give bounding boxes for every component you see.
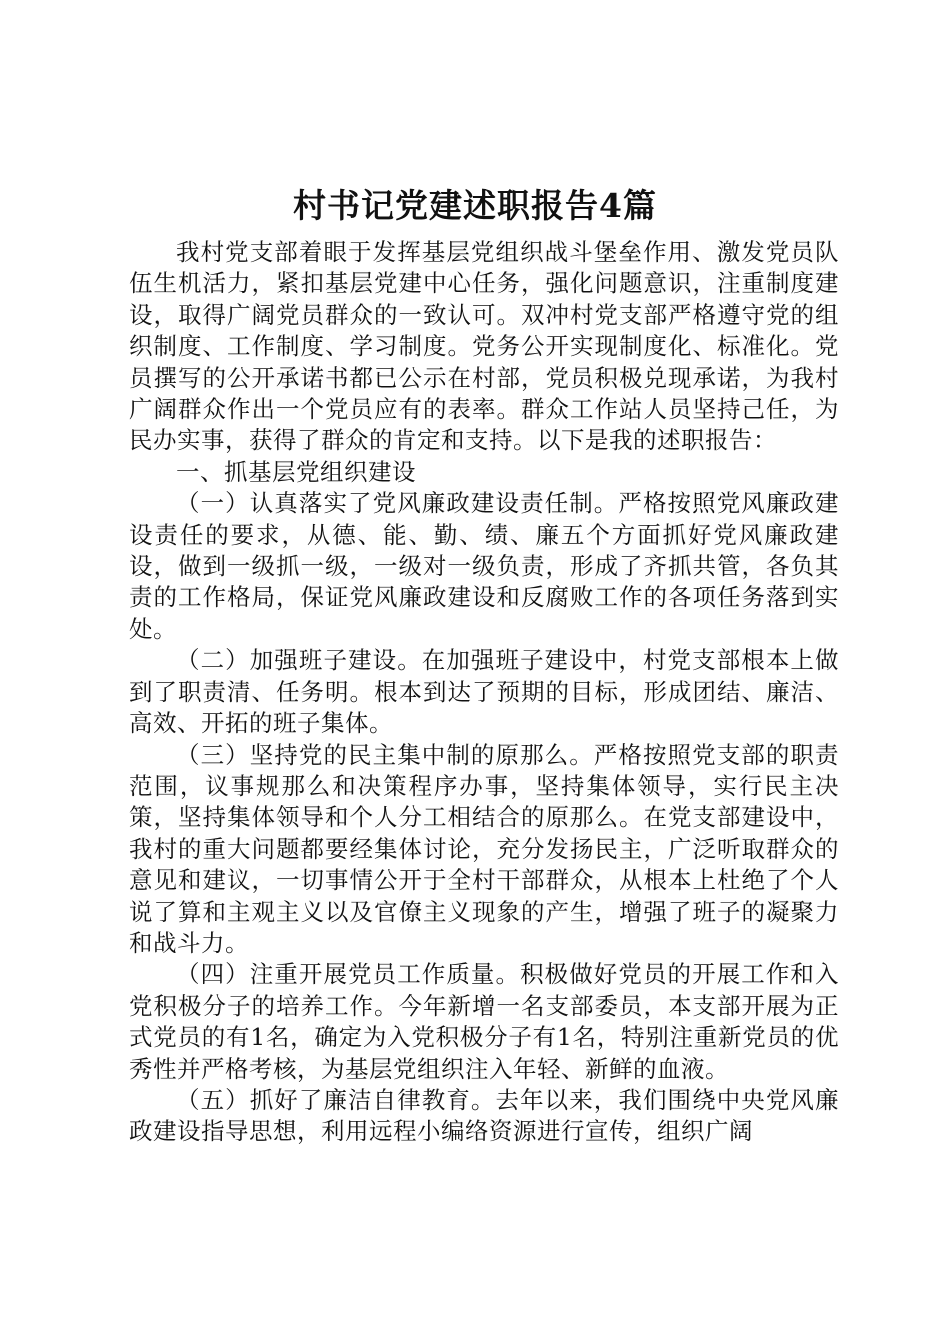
paragraph-4: （四）注重开展党员工作质量。积极做好党员的开展工作和入党积极分子的培养工作。今年新增一名支部委员，本支部开展为正式党员的有1名，确定为入党积极分子有1名，特别注重新党员的优秀性并严格考核，为基层党组织注入年轻、新鲜的血液。 bbox=[129, 960, 839, 1083]
intro-paragraph: 我村党支部着眼于发挥基层党组织战斗堡垒作用、激发党员队伍生机活力，紧扣基层党建中心任务，强化问题意识，注重制度建设，取得广阔党员群众的一致认可。双冲村党支部严格遵守党的组织制度、工作制度、学习制度。党务公开实现制度化、标准化。党员撰写的公开承诺书都已公示在村部，党员积极兑现承诺，为我村广阔群众作出一个党员应有的表率。群众工作站人员坚持己任，为民办实事，获得了群众的肯定和支持。以下是我的述职报告： bbox=[129, 238, 839, 455]
document-body bbox=[129, 237, 839, 1148]
paragraph-2: （二）加强班子建设。在加强班子建设中，村党支部根本上做到了职责清、任务明。根本到达了预期的目标，形成团结、廉洁、高效、开拓的班子集体。 bbox=[129, 646, 839, 738]
paragraph-1: （一）认真落实了党风廉政建设责任制。严格按照党风廉政建设责任的要求，从德、能、勤、绩、廉五个方面抓好党风廉政建设，做到一级抓一级，一级对一级负责，形成了齐抓共管，各负其责的工作格局，保证党风廉政建设和反腐败工作的各项任务落到实处。 bbox=[129, 489, 839, 643]
section-heading: 一、抓基层党组织建设 bbox=[176, 457, 416, 486]
paragraph-5: （五）抓好了廉洁自律教育。去年以来，我们围绕中央党风廉政建设指导思想，利用远程小编络资源进行宣传，组织广阔 bbox=[129, 1085, 839, 1146]
paragraph-3: （三）坚持党的民主集中制的原那么。严格按照党支部的职责范围，议事规那么和决策程序办事，坚持集体领导，实行民主决策，坚持集体领导和个人分工相结合的原那么。在党支部建设中，我村的重大问题都要经集体讨论，充分发扬民主，广泛听取群众的意见和建议，一切事情公开于全村干部群众，从根本上杜绝了个人说了算和主观主义以及官僚主义现象的产生，增强了班子的凝聚力和战斗力。 bbox=[129, 740, 839, 957]
document-title: 村书记党建述职报告4篇 bbox=[293, 186, 657, 225]
